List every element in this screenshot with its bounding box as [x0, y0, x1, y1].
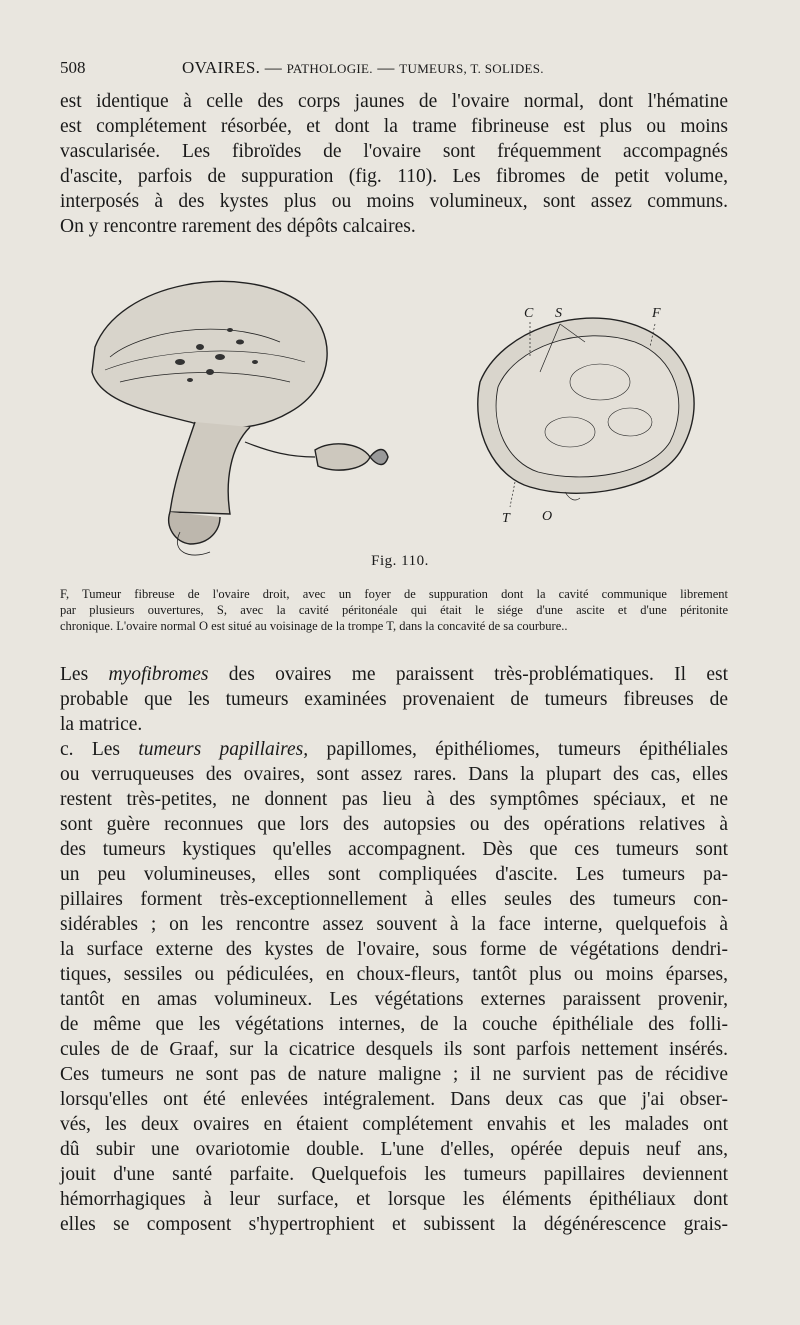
text-run: c. Les	[60, 739, 139, 760]
caption-line: chronique. L'ovaire normal O est situé au voisinage de la trompe T, dans la concavité de sa courbure..	[60, 619, 568, 633]
text-line: des tumeurs kystiques qu'elles accompagnent. Dès que ces tumeurs sont	[60, 839, 728, 860]
top-paragraph	[60, 89, 728, 239]
text-run: papillomes, épithéliomes, tumeurs épithéliales	[308, 739, 728, 760]
text-line: de même que les végétations internes, de la couche épithéliale des folli-	[60, 1014, 728, 1035]
text-line: tantôt en amas volumineux. Les végétations externes paraissent provenir,	[60, 989, 728, 1010]
term-myofibromes: myofibromes	[108, 664, 209, 685]
text-line	[60, 662, 728, 687]
text-line: un peu volumineuses, elles sont compliquées d'ascite. Les tumeurs pa-	[60, 864, 728, 885]
running-title-sep2: —	[377, 58, 395, 77]
left-tumor-drawing	[92, 281, 388, 555]
text-line: vascularisée. Les fibroïdes de l'ovaire sont fréquemment accompagnés	[60, 141, 728, 162]
text-line: d'ascite, parfois de suppuration (fig. 110). Les fibromes de petit volume,	[60, 166, 728, 187]
text-run: Les	[60, 664, 109, 685]
running-title-part2: PATHOLOGIE.	[286, 61, 373, 76]
text-line: interposés à des kystes plus ou moins volumineux, sont assez communs.	[60, 191, 728, 212]
text-line: pillaires forment très-exceptionnellement à elles seules des tumeurs con-	[60, 889, 728, 910]
text-line: est complétement résorbée, et dont la trame fibrineuse est plus ou moins	[60, 116, 728, 137]
text-line: hémorrhagiques à leur surface, et lorsque les éléments épithéliaux dont	[60, 1189, 728, 1210]
page-number: 508	[60, 58, 86, 77]
figure-letter-f: F	[652, 306, 661, 321]
text-line: sont guère reconnues que lors des autopsies ou des opérations relatives à	[60, 814, 728, 835]
text-line: jouit d'une santé parfaite. Quelquefois les tumeurs papillaires deviennent	[60, 1164, 728, 1185]
figure-caption	[60, 586, 728, 634]
figure-label: Fig. 110.	[371, 553, 429, 569]
running-title-main: OVAIRES.	[182, 58, 261, 77]
running-title	[182, 58, 544, 78]
text-line: Ces tumeurs ne sont pas de nature maligne ; il ne survient pas de récidive	[60, 1064, 728, 1085]
text-line	[60, 737, 728, 762]
term-tumeurs-papillaires: tumeurs papillaires,	[138, 739, 309, 760]
text-line: tiques, sessiles ou pédiculées, en choux-fleurs, tantôt plus ou moins éparses,	[60, 964, 728, 985]
text-line: est identique à celle des corps jaunes de l'ovaire normal, dont l'hématine	[60, 91, 728, 112]
text-line: cules de de Graaf, sur la cicatrice desquels ils sont parfois nettement insérés.	[60, 1039, 728, 1060]
figure-letter-s: S	[555, 306, 562, 321]
text-line: la matrice.	[60, 714, 143, 735]
right-tumor-section-drawing	[478, 318, 694, 507]
body-text	[60, 662, 728, 1237]
figure-letter-t: T	[502, 511, 510, 526]
figure-110-illustration	[60, 262, 740, 562]
text-line: restent très-petites, ne donnent pas lieu à des symptômes spéciaux, et ne	[60, 789, 728, 810]
text-line: On y rencontre rarement des dépôts calcaires.	[60, 216, 416, 237]
text-line: vés, les deux ovaires en étaient complétement envahis et les malades ont	[60, 1114, 728, 1135]
text-run: des ovaires me paraissent très-problématiques. Il est	[208, 664, 729, 685]
caption-line: par plusieurs ouvertures, S, avec la cavité péritonéale qui était le siége d'une ascite et d'une péritonite	[60, 603, 728, 617]
text-line: sidérables ; on les rencontre assez souvent à la face interne, quelquefois à	[60, 914, 728, 935]
text-line: la surface externe des kystes de l'ovaire, sous forme de végétations dendri-	[60, 939, 728, 960]
running-head	[60, 58, 740, 82]
running-title-sep1: —	[264, 58, 283, 77]
text-line: probable que les tumeurs examinées provenaient de tumeurs fibreuses de	[60, 689, 728, 710]
figure-letter-o: O	[542, 509, 553, 524]
text-line: ou verruqueuses des ovaires, sont assez rares. Dans la plupart des cas, elles	[60, 764, 728, 785]
text-line: elles se composent s'hypertrophient et subissent la dégénérescence grais-	[60, 1214, 728, 1235]
text-line: dû subir une ovariotomie double. L'une d'elles, opérée depuis neuf ans,	[60, 1139, 728, 1160]
caption-line: F, Tumeur fibreuse de l'ovaire droit, avec un foyer de suppuration dont la cavité communique librement	[60, 587, 728, 601]
figure-letter-c: C	[524, 306, 534, 321]
running-title-part3: TUMEURS, T. SOLIDES.	[399, 61, 544, 76]
text-line: lorsqu'elles ont été enlevées intégralement. Dans deux cas que j'ai obser-	[60, 1089, 728, 1110]
